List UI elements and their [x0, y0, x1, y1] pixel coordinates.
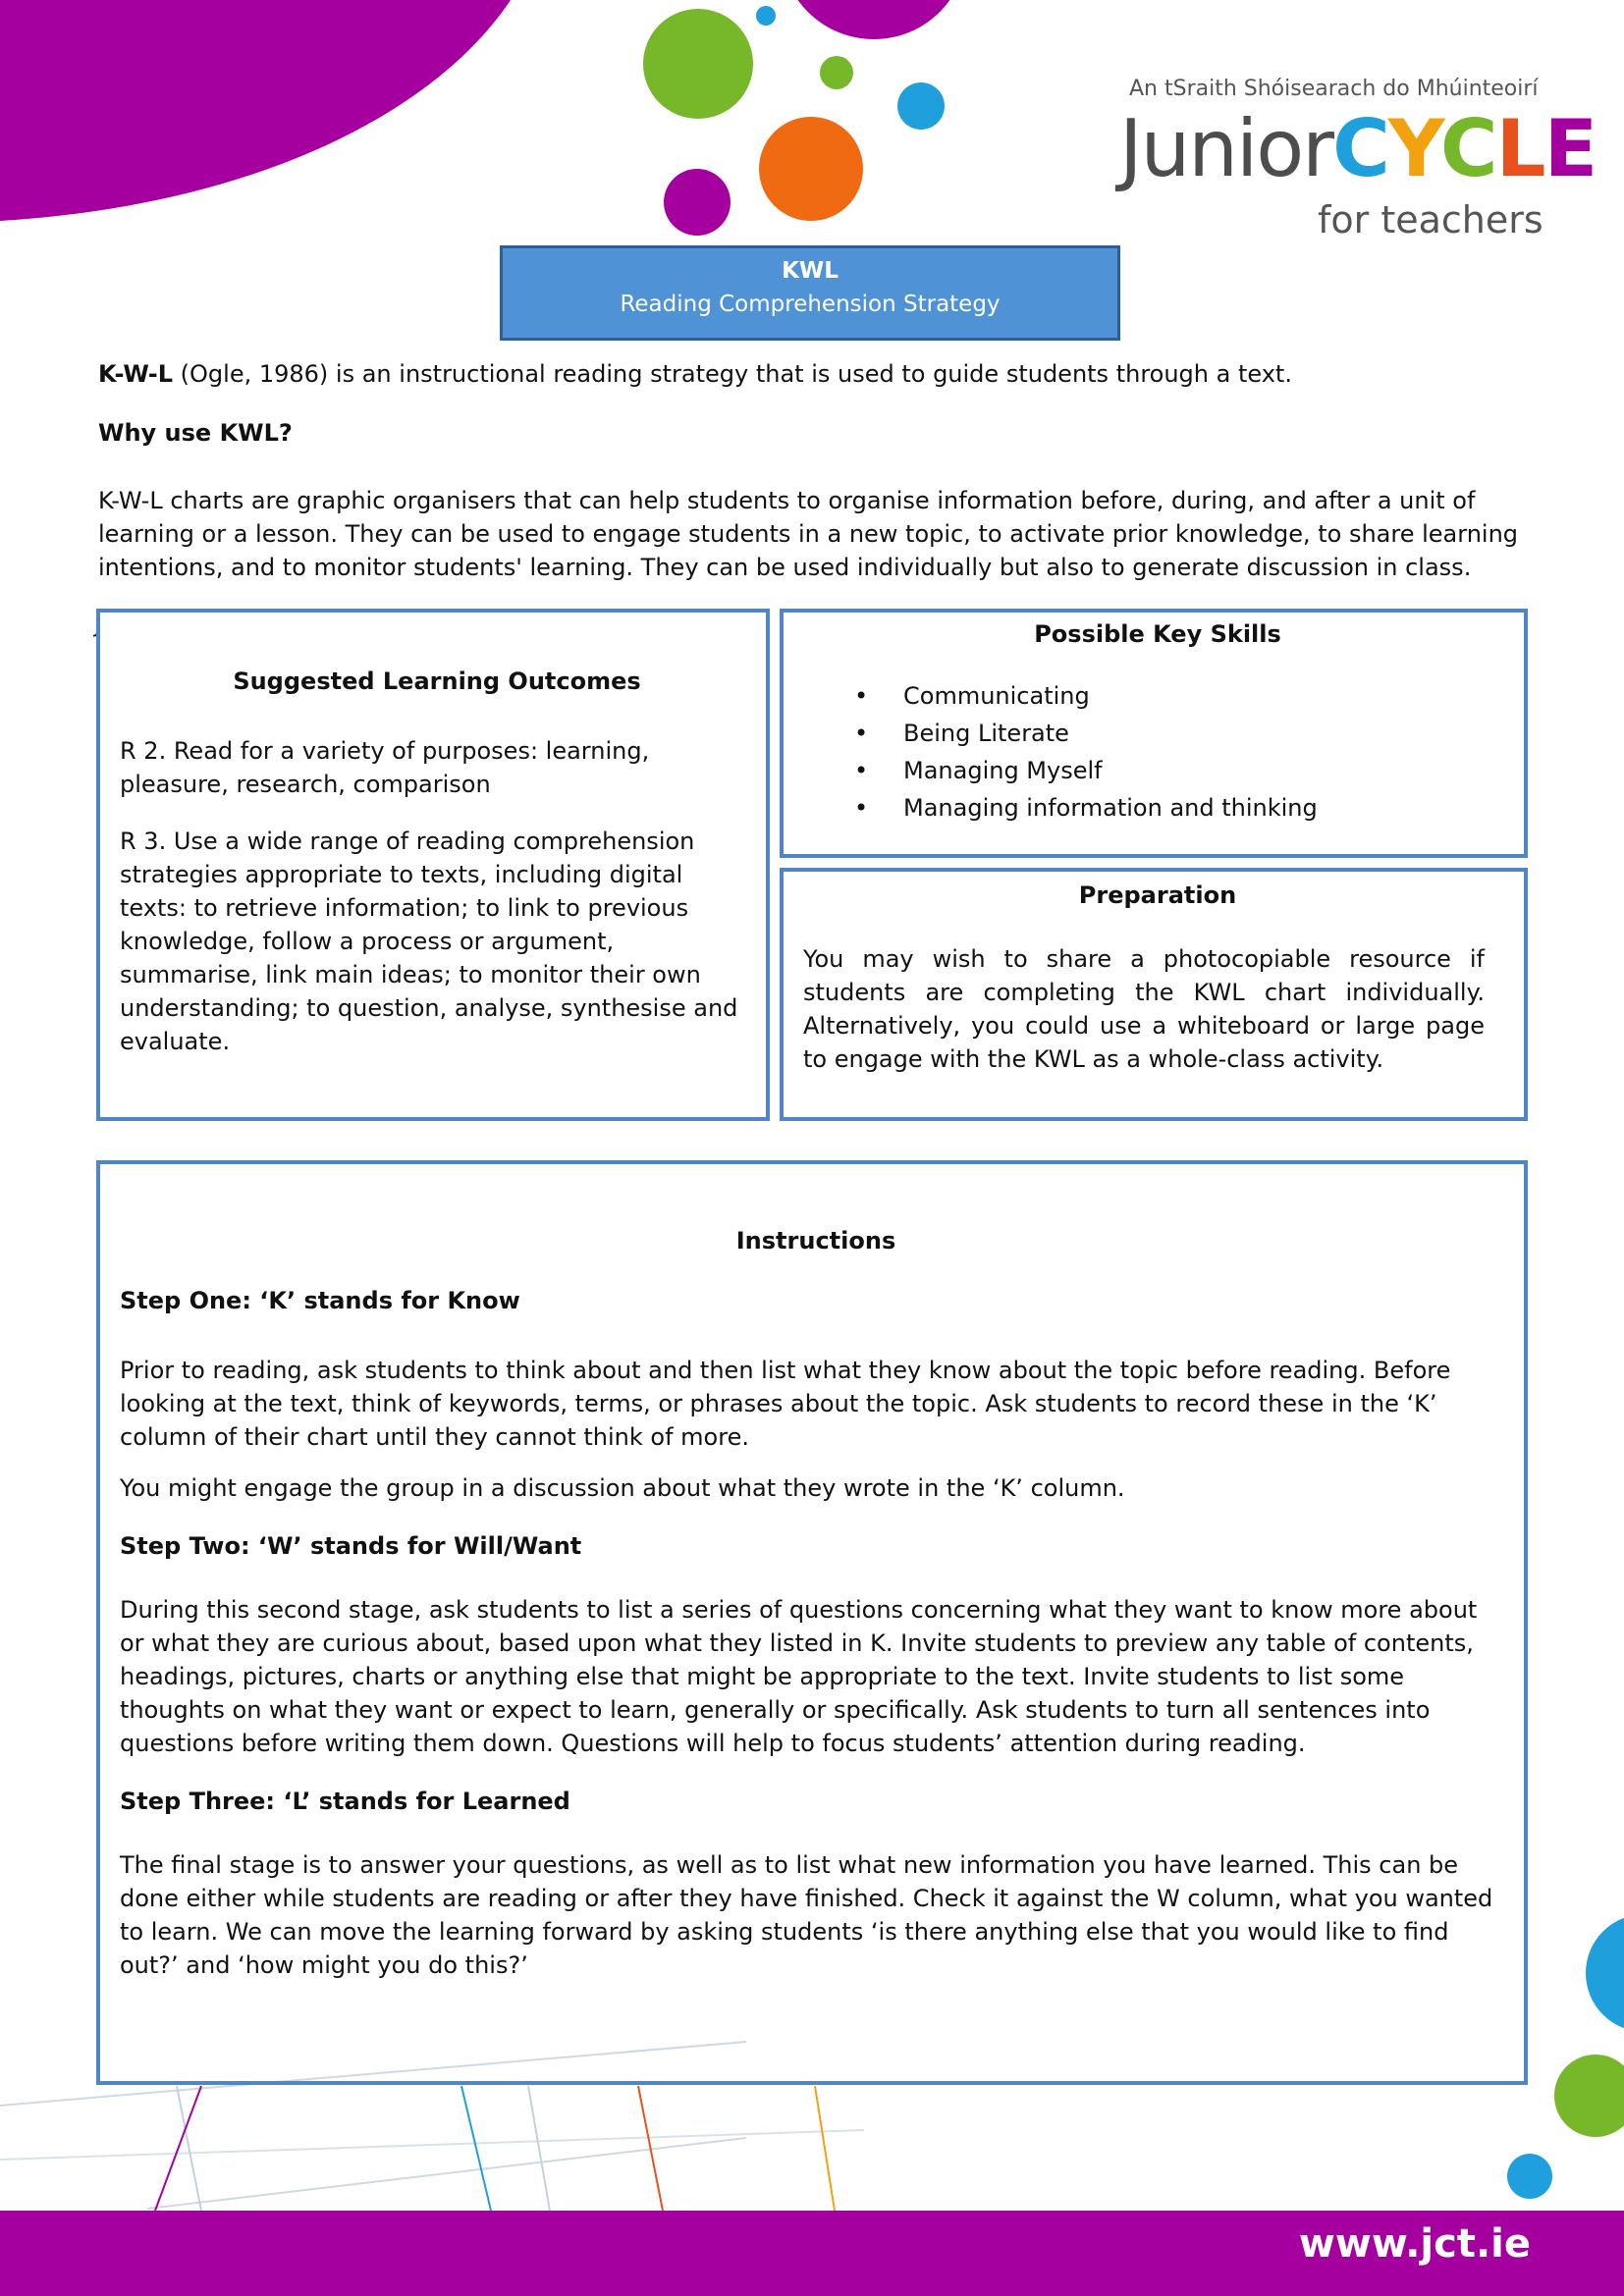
purple-swoosh-shape: [0, 0, 511, 221]
preparation-heading: Preparation: [1078, 881, 1237, 909]
blue-bubble-medium: [897, 82, 945, 130]
logo-subtitle: for teachers: [1318, 198, 1543, 241]
blue-bubble-small: [756, 6, 776, 26]
purple-bubble: [664, 169, 731, 236]
purple-circle-top: [781, 0, 967, 39]
outcome-item-r2: R 2. Read for a variety of purposes: learning, pleasure, research, comparison: [120, 737, 650, 798]
step-one-paragraph: Prior to reading, ask students to think about and then list what they know about the topic before reading. Before looking at the text, think of keywords, terms, or phrases about the topic. Ask students to record these in the ‘K’ column of their chart until they cannot think of more.: [120, 1357, 1451, 1451]
stray-mark: J: [94, 614, 100, 637]
title-main: KWL: [782, 258, 839, 284]
logo-cycle-letter: C: [1439, 103, 1496, 194]
instructions-box: [96, 1160, 1528, 2085]
green-circle-right: [1554, 2055, 1624, 2137]
logo-cycle-letter: E: [1543, 103, 1597, 194]
preparation-box: [780, 868, 1528, 1121]
why-body: K-W-L charts are graphic organisers that can help students to organise information before, during, and after a unit of learning or a lesson. They can be used to engage students in a new topic, to activate prior knowledge, to share learning intentions, and to monitor students' learning. They can be used individually but also to generate discussion in class.: [98, 487, 1519, 581]
skill-item: • Communicating: [854, 677, 1318, 715]
learning-outcomes-box: [96, 609, 770, 1121]
outcome-item-r3: R 3. Use a wide range of reading comprehension strategies appropriate to texts, including digital texts: to retrieve information; to link to previous knowledge, follow a process or argument, summarise, link main ideas; to monitor their own understanding; to question, analyse, synthesise and evaluate.: [120, 828, 738, 1055]
key-skills-list: [854, 677, 1318, 827]
key-skills-box: [780, 609, 1528, 858]
step-three-paragraph: The final stage is to answer your questions, as well as to list what new information you have learned. This can be done either while students are reading or after they have finished. Check it against the W column, what you wanted to learn. We can move the learning forward by asking students ‘is there anything else that you would like to find out?’ and ‘how might you do this?’: [120, 1851, 1493, 1979]
learning-outcomes-heading: Suggested Learning Outcomes: [233, 667, 641, 695]
blue-circle-small-right: [1507, 2154, 1552, 2199]
green-bubble-large: [643, 9, 753, 119]
instructions-heading: Instructions: [735, 1227, 896, 1255]
logo-cycle-letter: L: [1495, 103, 1544, 194]
step-two-paragraph: During this second stage, ask students to list a series of questions concerning what they want to know more about or what they are curious about, based upon what they listed in K. Invite students to preview any table of contents, headings, pictures, charts or anything else that might be appropriate to the text. Invite students to list some thoughts on what they want or expect to learn, generally or specifically. Ask students to turn all sentences into questions before writing them down. Questions will help to focus students’ attention during reading.: [120, 1596, 1478, 1757]
logo-cycle-letter: Y: [1387, 103, 1440, 194]
step-one-discussion: You might engage the group in a discussion about what they wrote in the ‘K’ column.: [120, 1474, 1125, 1502]
footer-website-link[interactable]: www.jct.ie: [1298, 2221, 1531, 2267]
intro-paragraph: [98, 357, 1532, 391]
logo-tagline: An tSraith Shóisearach do Mhúinteoirí: [1129, 77, 1539, 101]
step-two-heading: Step Two: ‘W’ stands for Will/Want: [120, 1532, 582, 1560]
intro-text: (Ogle, 1986) is an instructional reading strategy that is used to guide students through a text.: [173, 360, 1292, 388]
logo-cycle-letter: C: [1332, 103, 1388, 194]
orange-bubble: [759, 117, 863, 221]
key-skills-heading: Possible Key Skills: [1034, 620, 1281, 648]
skill-item: • Managing Myself: [854, 752, 1318, 789]
intro-kwl-term: K-W-L: [98, 360, 174, 388]
step-one-heading: Step One: ‘K’ stands for Know: [120, 1287, 520, 1314]
skill-item: • Being Literate: [854, 715, 1318, 752]
blue-circle-right: [1586, 1914, 1624, 2032]
logo-junior-text: Junior: [1119, 103, 1333, 194]
title-sub: Reading Comprehension Strategy: [620, 292, 1001, 317]
why-heading: Why use KWL?: [98, 419, 293, 447]
skill-item: • Managing information and thinking: [854, 789, 1318, 827]
preparation-body: You may wish to share a photocopiable resource if students are completing the KWL chart individually. Alternatively, you could use a whiteboard or large page to engage with the KWL as a whole-class activity.: [803, 945, 1485, 1073]
green-bubble-small: [820, 56, 853, 89]
logo-cycle-text: [1332, 103, 1596, 194]
title-box: [500, 245, 1120, 341]
step-three-heading: Step Three: ‘L’ stands for Learned: [120, 1788, 570, 1815]
junior-cycle-logo: [1119, 103, 1597, 194]
